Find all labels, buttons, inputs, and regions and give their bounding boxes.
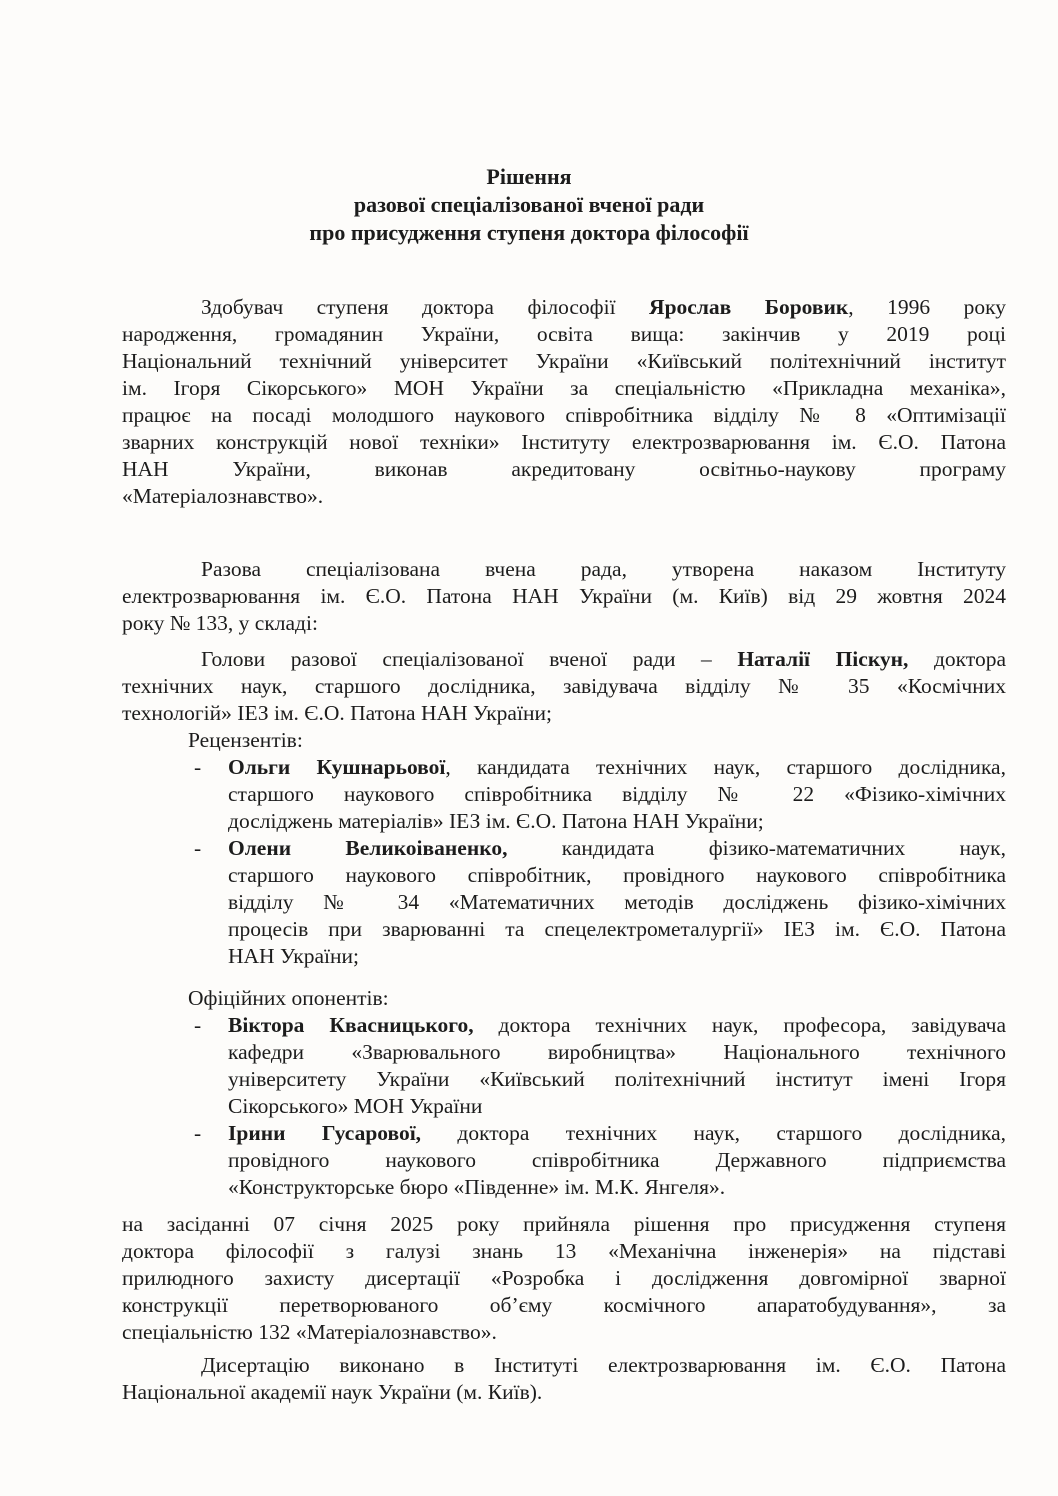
- reviewers-section: [122, 727, 1006, 970]
- opponent-1-line-1: Віктора Квасницького, доктора технічних наук, професора, завідувача: [228, 1013, 1006, 1037]
- reviewer-1-line-2: старшого наукового співробітника відділу № 22 «Фізико-хімічних: [228, 782, 1006, 806]
- reviewer-2-line-2: старшого наукового співробітник, провідного наукового співробітника: [228, 863, 1006, 887]
- reviewer-2-line-4: процесів при зварюванні та спецелектрометалургії» ІЕЗ ім. Є.О. Патона: [228, 917, 1006, 941]
- reviewers-label: Рецензентів:: [188, 728, 303, 752]
- opponent-1: [122, 1012, 1006, 1120]
- applicant-line-4: ім. Ігоря Сікорського» МОН України за спеціальністю «Прикладна механіка»,: [122, 376, 1006, 400]
- opponent-1-line-2: кафедри «Зварювального виробництва» Національного технічного: [228, 1040, 1006, 1064]
- opponent-1-name: Віктора Квасницького,: [228, 1013, 474, 1037]
- decision-paragraph: [122, 1211, 1006, 1346]
- final-line-2: Національної академії наук України (м. Київ).: [122, 1380, 543, 1404]
- reviewer-2: [122, 835, 1006, 970]
- opponent-1-line-3: університету України «Київський політехнічний інститут імені Ігоря: [228, 1067, 1006, 1091]
- chair-name: Наталії Піскун,: [737, 647, 909, 671]
- reviewer-2-line-5: НАН України;: [228, 944, 359, 968]
- applicant-line-7: НАН України, виконав акредитовану освітньо-наукову програму: [122, 457, 1006, 481]
- list-dash: -: [194, 1121, 202, 1145]
- final-paragraph: [122, 1352, 1006, 1406]
- title-line-3: про присудження ступеня доктора філософії: [309, 220, 749, 245]
- list-dash: -: [194, 1013, 202, 1037]
- reviewer-1-line-3: досліджень матеріалів» ІЕЗ ім. Є.О. Патона НАН України;: [228, 809, 764, 833]
- reviewer-2-line-1: Олени Великоіваненко, кандидата фізико-математичних наук,: [228, 836, 1006, 860]
- opponent-2-line-3: «Конструкторське бюро «Південне» ім. М.К. Янгеля».: [228, 1175, 726, 1199]
- opponent-2: [122, 1120, 1006, 1201]
- reviewer-1-name: Ольги Кушнарьової: [228, 755, 446, 779]
- council-line-3: року № 133, у складі:: [122, 611, 318, 635]
- opponent-1-line-4: Сікорського» МОН України: [228, 1094, 483, 1118]
- chair-paragraph: [122, 646, 1006, 727]
- chair-line-1: Голови разової спеціалізованої вченої ради – Наталії Піскун, доктора: [201, 647, 1006, 671]
- applicant-line-1: Здобувач ступеня доктора філософії Ярослав Боровик, 1996 року: [201, 295, 1006, 319]
- title-line-2: разової спеціалізованої вченої ради: [353, 192, 705, 217]
- reviewer-1: [122, 754, 1006, 835]
- reviewer-2-line-3: відділу № 34 «Математичних методів досліджень фізико-хімічних: [228, 890, 1006, 914]
- chair-line-2: технічних наук, старшого дослідника, завідувача відділу № 35 «Космічних: [122, 674, 1006, 698]
- council-line-1: Разова спеціалізована вчена рада, утворена наказом Інституту: [201, 557, 1006, 581]
- decision-line-3: прилюдного захисту дисертації «Розробка і дослідження довгомірної зварної: [122, 1266, 1006, 1290]
- applicant-line-6: зварних конструкцій нової техніки» Інституту електрозварювання ім. Є.О. Патона: [122, 430, 1006, 454]
- list-dash: -: [194, 836, 202, 860]
- opponents-section: [122, 985, 1006, 1201]
- title-line-1: Рішення: [486, 164, 572, 189]
- applicant-line-3: Національний технічний університет України «Київський політехнічний інститут: [122, 349, 1006, 373]
- applicant-line-8: «Матеріалознавство».: [122, 484, 324, 508]
- applicant-name: Ярослав Боровик: [649, 295, 849, 319]
- council-line-2: електрозварювання ім. Є.О. Патона НАН України (м. Київ) від 29 жовтня 2024: [122, 584, 1006, 608]
- opponents-label: Офіційних опонентів:: [188, 986, 389, 1010]
- opponent-2-line-2: провідного наукового співробітника Державного підприємства: [228, 1148, 1006, 1172]
- document-title: [0, 163, 1058, 247]
- applicant-paragraph: [122, 294, 1006, 510]
- opponent-2-line-1: Ірини Гусарової, доктора технічних наук, старшого дослідника,: [228, 1121, 1006, 1145]
- final-line-1: Дисертацію виконано в Інституті електрозварювання ім. Є.О. Патона: [201, 1353, 1006, 1377]
- decision-line-5: спеціальністю 132 «Матеріалознавство».: [122, 1320, 497, 1344]
- decision-line-2: доктора філософії з галузі знань 13 «Механічна інженерія» на підставі: [122, 1239, 1006, 1263]
- opponent-2-name: Ірини Гусарової,: [228, 1121, 422, 1145]
- decision-line-1: на засіданні 07 січня 2025 року прийняла рішення про присудження ступеня: [122, 1212, 1006, 1236]
- reviewer-2-name: Олени Великоіваненко,: [228, 836, 508, 860]
- decision-line-4: конструкції перетворюваного об’єму космічного апаратобудування», за: [122, 1293, 1006, 1317]
- council-paragraph: [122, 556, 1006, 637]
- list-dash: -: [194, 755, 202, 779]
- applicant-line-5: працює на посаді молодшого наукового співробітника відділу № 8 «Оптимізації: [122, 403, 1006, 427]
- chair-line-3: технологій» ІЕЗ ім. Є.О. Патона НАН України;: [122, 701, 552, 725]
- reviewer-1-line-1: Ольги Кушнарьової, кандидата технічних наук, старшого дослідника,: [228, 755, 1006, 779]
- applicant-line-2: народження, громадянин України, освіта вища: закінчив у 2019 році: [122, 322, 1006, 346]
